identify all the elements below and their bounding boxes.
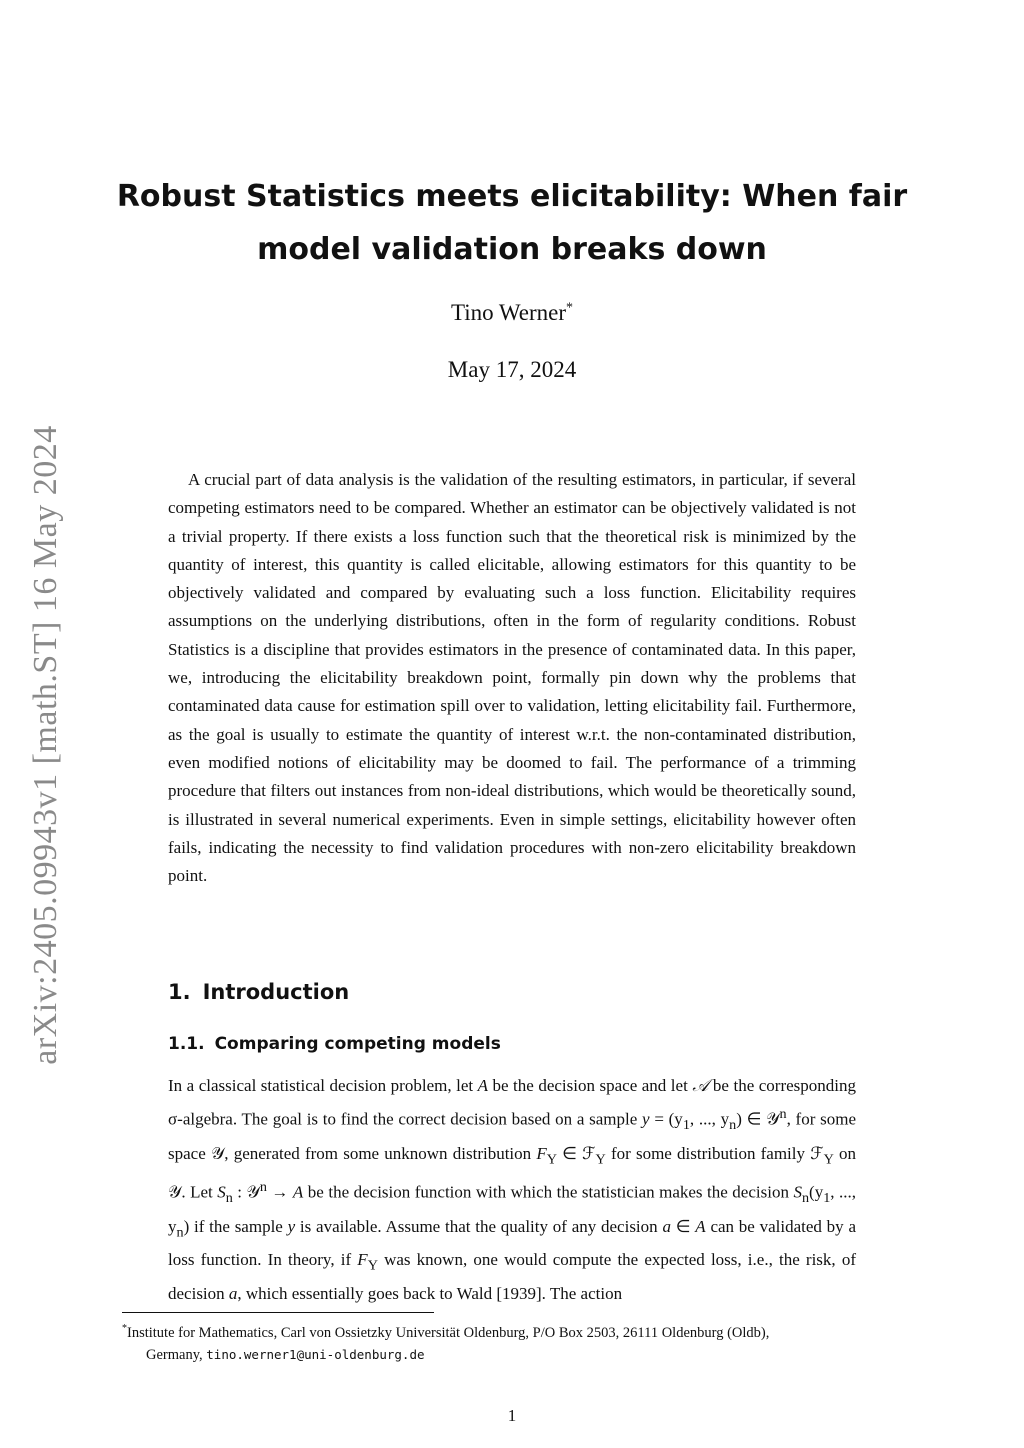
author-line	[112, 300, 912, 326]
subsection-title: Comparing competing models	[214, 1034, 501, 1054]
subsection-heading	[168, 1034, 501, 1054]
paper-title: Robust Statistics meets elicitability: When fair model validation breaks down	[116, 179, 908, 267]
author-email[interactable]: tino.werner1@uni-oldenburg.de	[206, 1346, 425, 1362]
section-number: 1.	[168, 980, 191, 1004]
arxiv-identifier-stamp: arXiv:2405.09943v1 [math.ST] 16 May 2024	[27, 425, 64, 1065]
abstract: A crucial part of data analysis is the validation of the resulting estimators, in particular, if several competing estimators need to be compared. Whether an estimator can be objectively validated is not a trivial property. If there exists a loss function such that the theoretical risk is minimized by the quantity of interest, this quantity is called elicitable, allowing estimators for this quantity to be objectively validated and compared by evaluating such a loss function. Elicitability requires assumptions on the underlying distributions, often in the form of regularity conditions. Robust Statistics is a discipline that provides estimators in the presence of contaminated data. In this paper, we, introducing the elicitability breakdown point, formally pin down why the problems that contaminated data cause for estimation spill over to validation, letting elicitability fail. Furthermore, as the goal is usually to estimate the quantity of interest w.r.t. the non-contaminated distribution, even modified notions of elicitability may be doomed to fail. The performance of a trimming procedure that filters out instances from non-ideal distributions, which would be theoretically sound, is illustrated in several numerical experiments. Even in simple settings, elicitability however often fails, indicating the necessity to find validation procedures with non-zero elicitability breakdown point.	[168, 470, 856, 886]
footnote-line-2: Germany, tino.werner1@uni-oldenburg.de	[146, 1346, 425, 1363]
footnote-line-1: *Institute for Mathematics, Carl von Ossietzky Universität Oldenburg, P/O Box 2503, 26111 Oldenburg (Oldb),	[122, 1323, 770, 1341]
page-number: 1	[507, 1406, 517, 1425]
author-footnote-mark: *	[566, 300, 574, 316]
section-heading	[168, 980, 349, 1004]
footnote	[122, 1318, 922, 1366]
body-paragraph: In a classical statistical decision problem, let A be the decision space and let 𝒜 be the corresponding σ-algebra. The goal is to find the correct decision based on a sample $y = (y_1$, ..., $y_n$) ∈ 𝒴$^n$, for some space 𝒴, generated from some unknown distribution $F_Y$ ∈ ℱ$_Y$ for some distribution family ℱ$_Y$ on 𝒴. Let $S_n$ : 𝒴$^n$ → A be the decision function with which the statistician makes the decision $S_n(y_1$, ..., $y_n$) if the sample y is available. Assume that the quality of any decision a ∈ A can be validated by a loss function. In theory, if $F_Y$ was known, one would compute the expected loss, i.e., the risk, of decision a, which essentially goes back to Wald [1939]. The action	[168, 1076, 857, 1304]
section-title: Introduction	[202, 980, 350, 1004]
footnote-rule	[122, 1312, 434, 1313]
subsection-number: 1.1.	[168, 1034, 205, 1054]
paper-date: May 17, 2024	[447, 357, 577, 382]
author-name: Tino Werner	[450, 300, 567, 325]
